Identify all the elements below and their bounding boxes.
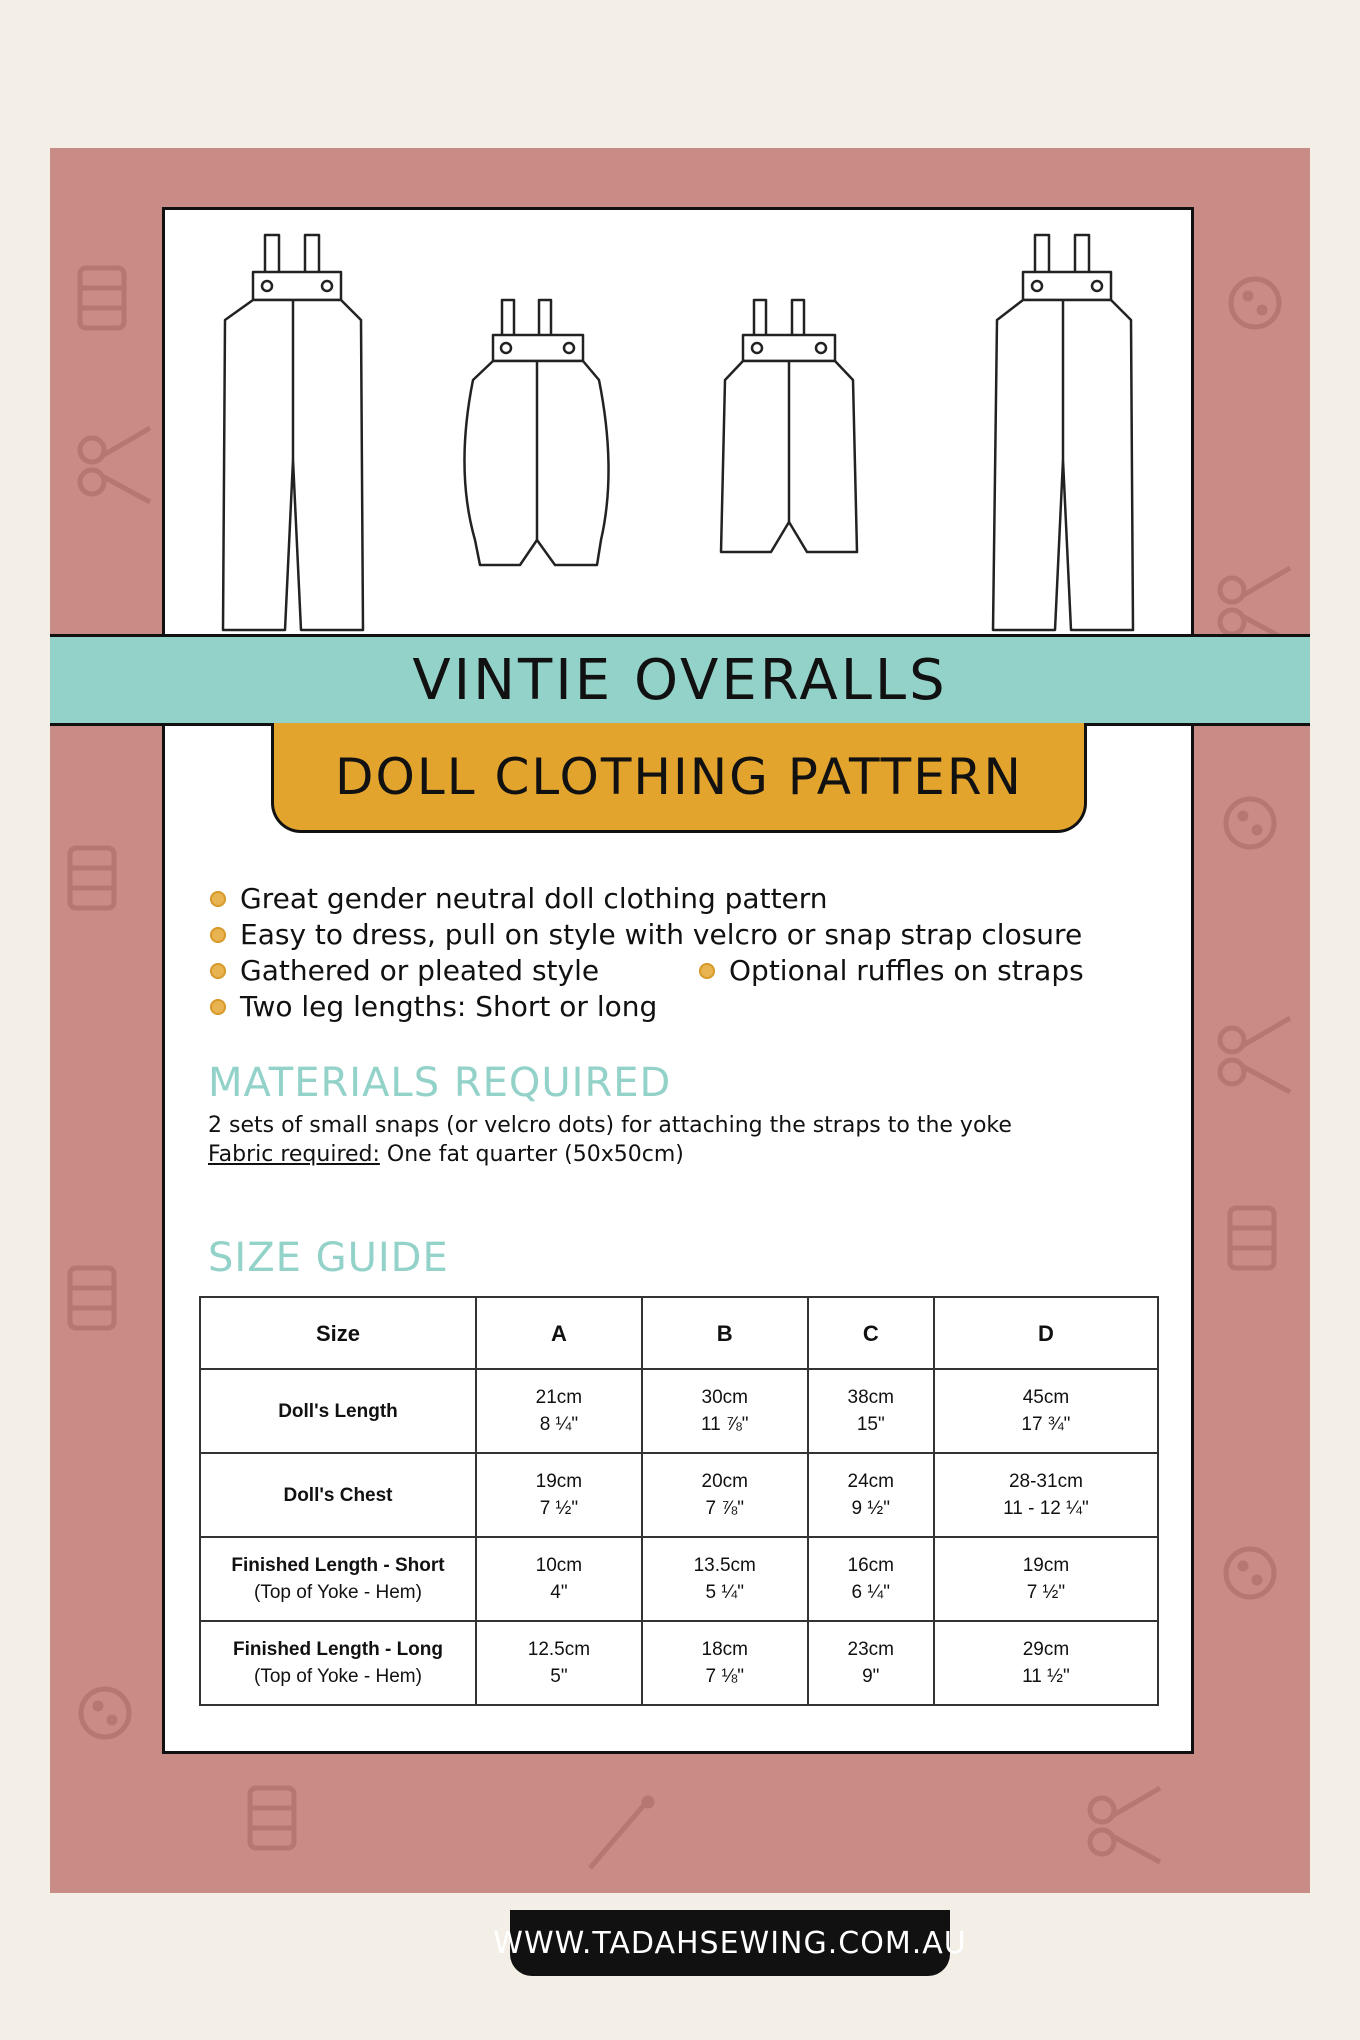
- table-row: [200, 1621, 1158, 1705]
- title-banner: [50, 634, 1310, 726]
- spool-icon: [70, 1268, 114, 1328]
- feature-item: Two leg lengths: Short or long: [210, 990, 657, 1023]
- materials-snaps-line: 2 sets of small snaps (or velcro dots) for attaching the straps to the yoke: [208, 1113, 1012, 1138]
- scissors-icon: [1090, 1788, 1160, 1862]
- table-cell: 45cm 17 ¾": [934, 1369, 1158, 1453]
- row-label: Doll's Length: [200, 1369, 476, 1453]
- table-cell: 13.5cm 5 ¼": [642, 1537, 808, 1621]
- scissors-icon: [1220, 1018, 1290, 1092]
- button-icon: [1226, 799, 1274, 847]
- feature-item: Optional ruffles on straps: [699, 954, 1084, 987]
- needle-icon: [590, 1798, 652, 1868]
- pattern-subtitle: DOLL CLOTHING PATTERN: [335, 747, 1023, 806]
- bullet-icon: [210, 999, 226, 1015]
- long-overalls-gathered-illustration: [223, 235, 363, 630]
- spool-icon: [80, 268, 124, 328]
- table-header-cell: Size: [200, 1297, 476, 1369]
- table-cell: 12.5cm 5": [476, 1621, 642, 1705]
- subtitle-banner: [271, 723, 1087, 833]
- table-cell: 30cm 11 ⅞": [642, 1369, 808, 1453]
- table-row: [200, 1537, 1158, 1621]
- table-header-cell: C: [808, 1297, 934, 1369]
- table-cell: 18cm 7 ⅛": [642, 1621, 808, 1705]
- size-guide-table: [199, 1296, 1159, 1706]
- materials-heading: MATERIALS REQUIRED: [208, 1060, 672, 1106]
- table-header-cell: A: [476, 1297, 642, 1369]
- row-label: Doll's Chest: [200, 1453, 476, 1537]
- website-footer: [493, 1910, 967, 1976]
- row-label: Finished Length - Long (Top of Yoke - Hem): [200, 1621, 476, 1705]
- table-cell: 24cm 9 ½": [808, 1453, 934, 1537]
- size-guide-heading: SIZE GUIDE: [208, 1235, 449, 1281]
- feature-item: Easy to dress, pull on style with velcro or snap strap closure: [210, 918, 1082, 951]
- bullet-icon: [210, 927, 226, 943]
- pattern-title: VINTIE OVERALLS: [412, 647, 948, 713]
- table-row: [200, 1369, 1158, 1453]
- overalls-illustrations: [165, 210, 1191, 638]
- button-icon: [1226, 1549, 1274, 1597]
- table-cell: 23cm 9": [808, 1621, 934, 1705]
- table-cell: 20cm 7 ⅞": [642, 1453, 808, 1537]
- bullet-icon: [699, 963, 715, 979]
- fabric-required-value: One fat quarter (50x50cm): [379, 1142, 684, 1167]
- row-label: Finished Length - Short (Top of Yoke - Hem): [200, 1537, 476, 1621]
- long-overalls-pleated-illustration: [993, 235, 1133, 630]
- bullet-icon: [210, 963, 226, 979]
- bullet-icon: [210, 891, 226, 907]
- spool-icon: [250, 1788, 294, 1848]
- website-url: WWW.TADAHSEWING.COM.AU: [493, 1925, 967, 1961]
- feature-item: Great gender neutral doll clothing pattern: [210, 882, 828, 915]
- scissors-icon: [1220, 568, 1290, 642]
- table-cell: 19cm 7 ½": [476, 1453, 642, 1537]
- table-cell: 10cm 4": [476, 1537, 642, 1621]
- table-header-cell: D: [934, 1297, 1158, 1369]
- short-overalls-pleated-illustration: [721, 300, 857, 552]
- table-header-cell: B: [642, 1297, 808, 1369]
- table-cell: 16cm 6 ¼": [808, 1537, 934, 1621]
- table-header-row: [200, 1297, 1158, 1369]
- fabric-required-line: [208, 1142, 684, 1167]
- table-row: [200, 1453, 1158, 1537]
- button-icon: [81, 1689, 129, 1737]
- scissors-icon: [80, 428, 150, 502]
- table-cell: 19cm 7 ½": [934, 1537, 1158, 1621]
- button-icon: [1231, 279, 1279, 327]
- short-romper-ruffle-illustration: [464, 300, 608, 565]
- table-cell: 29cm 11 ½": [934, 1621, 1158, 1705]
- table-cell: 28-31cm 11 - 12 ¼": [934, 1453, 1158, 1537]
- fabric-required-label: Fabric required:: [208, 1142, 380, 1167]
- feature-item: Gathered or pleated style: [210, 954, 599, 987]
- table-cell: 38cm 15": [808, 1369, 934, 1453]
- spool-icon: [1230, 1208, 1274, 1268]
- table-cell: 21cm 8 ¼": [476, 1369, 642, 1453]
- spool-icon: [70, 848, 114, 908]
